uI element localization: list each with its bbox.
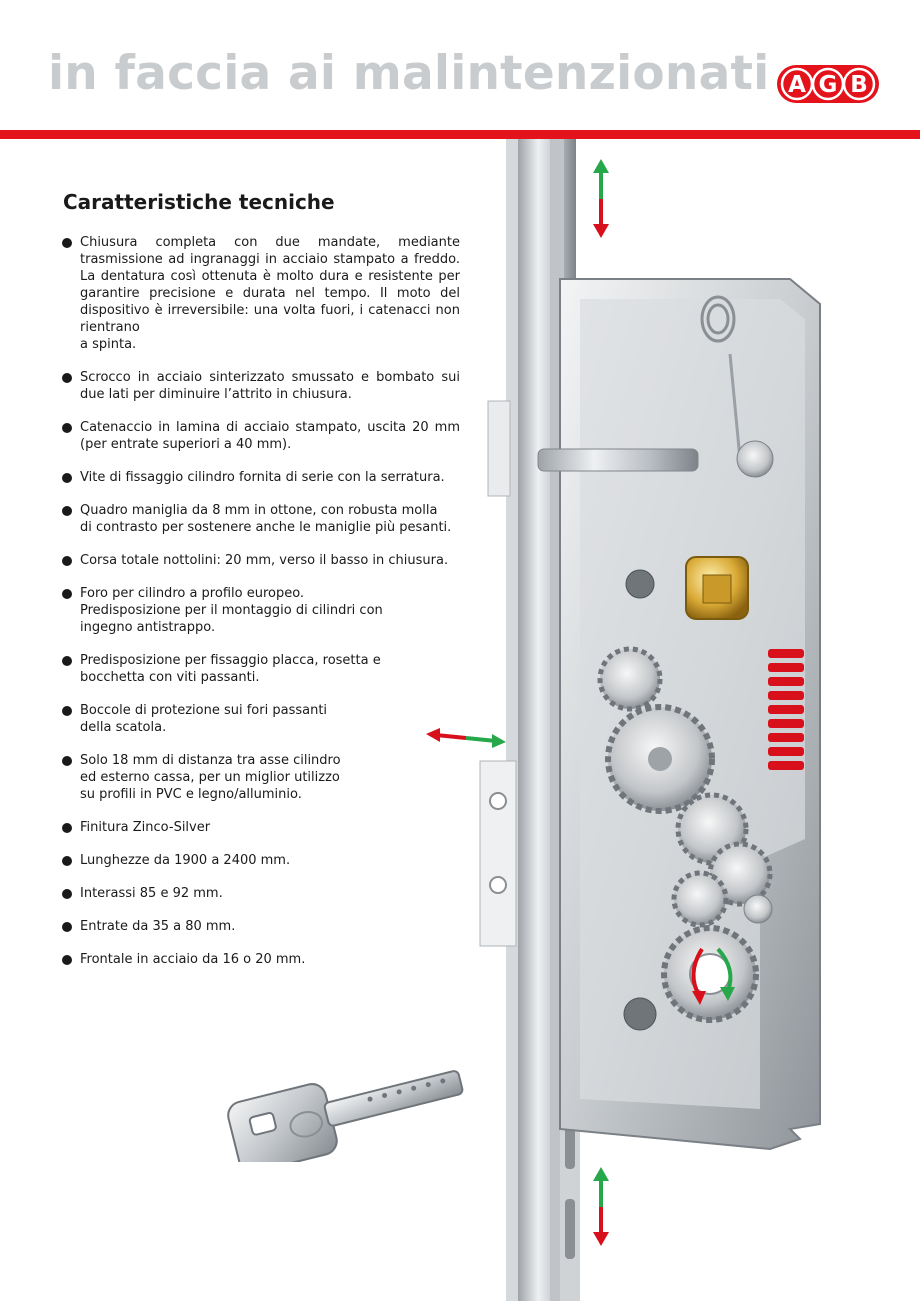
feature-item [62, 585, 460, 636]
feature-text: Entrate da 35 a 80 mm. [80, 919, 236, 934]
bullet-icon [62, 473, 72, 483]
feature-text: Corsa totale nottolini: 20 mm, verso il basso in chiusura. [80, 553, 449, 568]
bullet-icon [62, 955, 72, 965]
feature-text: Predisposizione per fissaggio placca, rosetta e bocchetta con viti passanti. [80, 653, 381, 685]
bullet-icon [62, 756, 72, 766]
key-image [222, 1058, 472, 1162]
feature-item [62, 819, 460, 836]
feature-item [62, 951, 460, 968]
bullet-icon [62, 373, 72, 383]
bullet-icon [62, 589, 72, 599]
feature-text: Finitura Zinco-Silver [80, 820, 211, 835]
feature-text: Scrocco in acciaio sinterizzato smussato e bombato sui due lati per diminuire l’attrito in chiusura. [80, 370, 460, 402]
section-title: Caratteristiche tecniche [63, 190, 335, 214]
bullet-icon [62, 238, 72, 248]
feature-text: Chiusura completa con due mandate, mediante trasmissione ad ingranaggi in acciaio stampato a freddo. La dentatura così ottenuta è molto dura e resistente per garantire precisione e durata nel tempo. Il moto del dispositivo è irreversibile: una volta fuori, i catenacci non rientrano a spinta. [80, 235, 460, 352]
feature-item [62, 552, 460, 569]
feature-text: Catenaccio in lamina di acciaio stampato, uscita 20 mm (per entrate superiori a 40 mm). [80, 420, 460, 452]
feature-item [62, 652, 460, 686]
feature-text: Lunghezze da 1900 a 2400 mm. [80, 853, 291, 868]
header-divider [0, 130, 920, 139]
page-headline: in faccia ai malintenzionati [48, 46, 770, 101]
feature-item [62, 702, 460, 736]
bullet-icon [62, 889, 72, 899]
svg-text:B: B [850, 72, 868, 98]
feature-item [62, 502, 460, 536]
feature-list [62, 234, 460, 984]
svg-text:A: A [788, 72, 806, 98]
vertical-arrow-top-icon [593, 159, 609, 238]
vertical-arrow-bottom-icon [593, 1167, 609, 1246]
agb-logo [776, 64, 880, 104]
feature-item [62, 852, 460, 869]
feature-text: Frontale in acciaio da 16 o 20 mm. [80, 952, 306, 967]
feature-item [62, 234, 460, 353]
feature-item [62, 752, 460, 803]
feature-item [62, 918, 460, 935]
bullet-icon [62, 556, 72, 566]
feature-item [62, 469, 460, 486]
feature-item [62, 369, 460, 403]
bullet-icon [62, 506, 72, 516]
bullet-icon [62, 423, 72, 433]
svg-text:G: G [818, 72, 838, 98]
feature-item [62, 419, 460, 453]
horizontal-arrow-icon [426, 728, 506, 748]
bullet-icon [62, 656, 72, 666]
feature-text: Boccole di protezione sui fori passanti della scatola. [80, 703, 328, 735]
bullet-icon [62, 823, 72, 833]
feature-text: Foro per cilindro a profilo europeo. Predisposizione per il montaggio di cilindri con ingegno antistrappo. [80, 586, 383, 635]
lock-mechanism-image [410, 139, 920, 1301]
bullet-icon [62, 706, 72, 716]
bullet-icon [62, 856, 72, 866]
feature-text: Interassi 85 e 92 mm. [80, 886, 223, 901]
feature-text: Solo 18 mm di distanza tra asse cilindro ed esterno cassa, per un miglior utilizzo su profili in PVC e legno/alluminio. [80, 753, 341, 802]
feature-item [62, 885, 460, 902]
feature-text: Vite di fissaggio cilindro fornita di serie con la serratura. [80, 470, 445, 485]
feature-text: Quadro maniglia da 8 mm in ottone, con robusta molla di contrasto per sostenere anche le maniglie più pesanti. [80, 503, 452, 535]
bullet-icon [62, 922, 72, 932]
